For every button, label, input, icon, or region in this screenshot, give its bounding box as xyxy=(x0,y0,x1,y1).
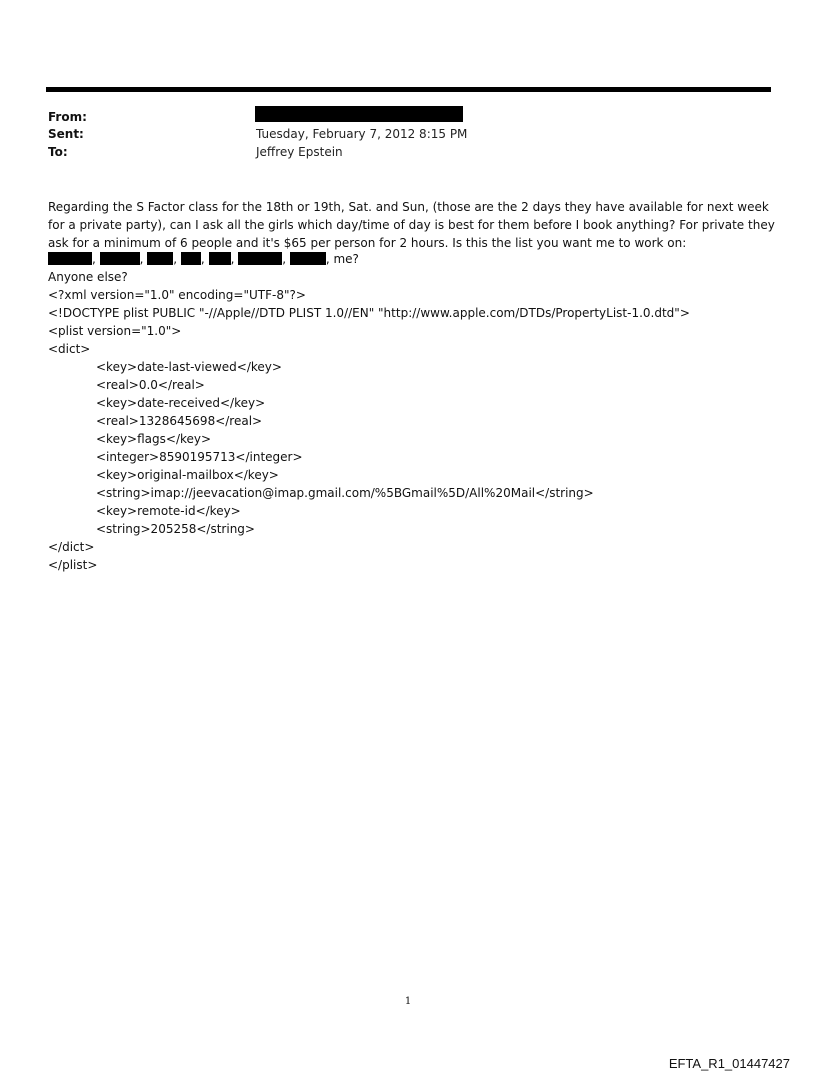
plist-line: <key>original-mailbox</key> xyxy=(96,468,279,482)
plist-line: <plist version="1.0"> xyxy=(48,324,182,338)
body-line-2: for a private party), can I ask all the girls which day/time of day is best for them before I book anything? For private they xyxy=(48,218,775,232)
plist-line: <?xml version="1.0" encoding="UTF-8"?> xyxy=(48,288,306,302)
list-end-text: me? xyxy=(333,252,359,266)
redacted-sender xyxy=(255,106,463,122)
plist-line: <real>0.0</real> xyxy=(96,378,205,392)
redacted-name-list: , , , , , , , me? xyxy=(48,252,359,266)
plist-line: <key>remote-id</key> xyxy=(96,504,241,518)
plist-line: </plist> xyxy=(48,558,98,572)
redacted-name xyxy=(209,252,231,265)
plist-line: <dict> xyxy=(48,342,91,356)
plist-line: <string>205258</string> xyxy=(96,522,255,536)
header-rule xyxy=(46,87,771,92)
redacted-name xyxy=(181,252,201,265)
sent-value: Tuesday, February 7, 2012 8:15 PM xyxy=(256,127,468,141)
plist-line: <real>1328645698</real> xyxy=(96,414,263,428)
plist-line: <integer>8590195713</integer> xyxy=(96,450,303,464)
to-value: Jeffrey Epstein xyxy=(256,145,343,159)
body-line-1: Regarding the S Factor class for the 18th or 19th, Sat. and Sun, (those are the 2 days they have available for next week xyxy=(48,200,769,214)
redacted-name xyxy=(238,252,282,265)
plist-line: <key>date-received</key> xyxy=(96,396,266,410)
redacted-name xyxy=(48,252,92,265)
redacted-name xyxy=(100,252,140,265)
from-label: From: xyxy=(48,110,87,124)
plist-line: <string>imap://jeevacation@imap.gmail.com/%5BGmail%5D/All%20Mail</string> xyxy=(96,486,594,500)
sent-label: Sent: xyxy=(48,127,84,141)
plist-line: </dict> xyxy=(48,540,95,554)
plist-line: <key>flags</key> xyxy=(96,432,212,446)
anyone-else-text: Anyone else? xyxy=(48,270,128,284)
redacted-name xyxy=(147,252,173,265)
plist-line: <!DOCTYPE plist PUBLIC "-//Apple//DTD PLIST 1.0//EN" "http://www.apple.com/DTDs/PropertyList-1.0.dtd"> xyxy=(48,306,690,320)
document-id: EFTA_R1_01447427 xyxy=(668,1056,790,1071)
redacted-name xyxy=(290,252,326,265)
page-number: 1 xyxy=(404,996,412,1007)
to-label: To: xyxy=(48,145,68,159)
plist-line: <key>date-last-viewed</key> xyxy=(96,360,282,374)
body-line-3: ask for a minimum of 6 people and it's $65 per person for 2 hours. Is this the list you want me to work on: xyxy=(48,236,687,250)
